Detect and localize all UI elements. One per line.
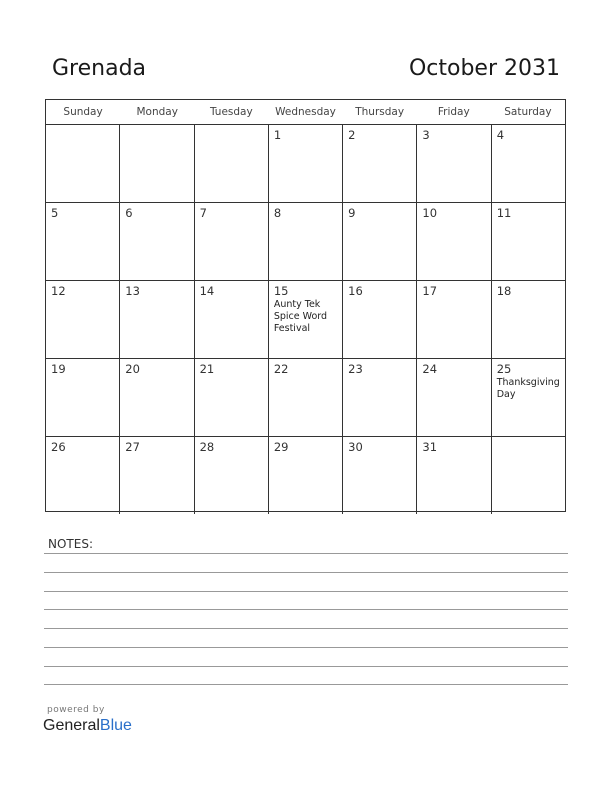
day-cell xyxy=(46,203,120,280)
brand-general: General xyxy=(43,717,100,734)
week-row xyxy=(46,203,565,281)
week-row xyxy=(46,281,565,359)
day-number: 13 xyxy=(125,284,140,298)
note-line xyxy=(44,628,568,629)
day-number: 4 xyxy=(496,128,505,142)
day-cell xyxy=(269,281,343,358)
day-number: 25 xyxy=(496,362,512,376)
day-cell xyxy=(269,203,343,280)
day-cell xyxy=(195,359,269,436)
day-cell xyxy=(120,125,194,202)
day-cell xyxy=(492,281,565,358)
day-cell xyxy=(195,281,269,358)
day-number: 31 xyxy=(422,440,438,454)
holiday-event: Aunty Tek Spice Word Festival xyxy=(273,299,328,334)
note-line xyxy=(44,553,568,554)
day-number: 11 xyxy=(496,206,512,220)
calendar-weeks xyxy=(46,125,565,514)
day-cell xyxy=(343,437,417,514)
note-line xyxy=(44,572,568,573)
day-number: 18 xyxy=(496,284,512,298)
notes-label: NOTES: xyxy=(48,537,93,551)
day-cell xyxy=(492,125,565,202)
day-number: 20 xyxy=(125,362,140,376)
day-cell xyxy=(492,203,565,280)
note-line xyxy=(44,591,568,592)
day-number: 22 xyxy=(273,362,289,376)
weekday-header: Wednesday xyxy=(275,106,336,118)
day-number: 28 xyxy=(199,440,215,454)
month-title: October 2031 xyxy=(408,56,560,81)
day-cell xyxy=(343,359,417,436)
day-cell xyxy=(492,437,565,514)
day-number: 17 xyxy=(422,284,438,298)
day-cell xyxy=(417,281,491,358)
day-cell xyxy=(46,359,120,436)
day-cell xyxy=(343,203,417,280)
day-cell xyxy=(46,437,120,514)
day-cell xyxy=(417,437,491,514)
day-number: 27 xyxy=(125,440,140,454)
weekday-header: Thursday xyxy=(355,106,405,118)
weekday-header: Friday xyxy=(437,106,470,118)
note-line xyxy=(44,609,568,610)
holiday-event: Thanksgiving Day xyxy=(496,377,560,400)
day-number: 7 xyxy=(199,206,207,220)
day-cell xyxy=(195,203,269,280)
day-cell xyxy=(269,359,343,436)
day-number: 12 xyxy=(51,284,66,298)
day-cell xyxy=(343,281,417,358)
day-number: 21 xyxy=(199,362,215,376)
day-cell xyxy=(195,437,269,514)
day-number: 1 xyxy=(273,128,282,142)
week-row xyxy=(46,359,565,437)
day-number: 15 xyxy=(273,284,289,298)
day-cell xyxy=(195,125,269,202)
weekday-header: Sunday xyxy=(63,106,103,118)
day-cell xyxy=(492,359,565,436)
day-cell xyxy=(120,281,194,358)
day-number: 3 xyxy=(422,128,430,142)
day-number: 6 xyxy=(125,206,133,220)
powered-by-text: powered by xyxy=(47,705,105,715)
weekday-header: Saturday xyxy=(504,106,552,118)
day-number: 24 xyxy=(422,362,438,376)
day-number: 19 xyxy=(51,362,66,376)
weekday-header: Tuesday xyxy=(209,106,253,118)
day-cell xyxy=(417,125,491,202)
day-number: 14 xyxy=(199,284,215,298)
day-number: 2 xyxy=(348,128,356,142)
day-number: 5 xyxy=(51,206,59,220)
note-line xyxy=(44,647,568,648)
brand-logo xyxy=(43,717,132,735)
note-line xyxy=(44,684,568,685)
day-number: 16 xyxy=(348,284,363,298)
week-row xyxy=(46,437,565,514)
day-cell xyxy=(120,437,194,514)
day-number: 26 xyxy=(51,440,66,454)
weekday-header: Monday xyxy=(136,106,178,118)
day-number: 10 xyxy=(422,206,438,220)
country-title: Grenada xyxy=(52,56,147,81)
day-cell xyxy=(120,359,194,436)
day-cell xyxy=(343,125,417,202)
day-number: 9 xyxy=(348,206,356,220)
week-row xyxy=(46,125,565,203)
note-line xyxy=(44,666,568,667)
day-number: 29 xyxy=(273,440,289,454)
day-cell xyxy=(417,203,491,280)
day-number: 23 xyxy=(348,362,363,376)
day-cell xyxy=(120,203,194,280)
day-cell xyxy=(269,125,343,202)
weekday-header-row xyxy=(46,100,565,125)
day-cell xyxy=(46,281,120,358)
brand-blue: Blue xyxy=(99,717,132,734)
day-number: 30 xyxy=(348,440,363,454)
day-cell xyxy=(269,437,343,514)
day-cell xyxy=(417,359,491,436)
day-cell xyxy=(46,125,120,202)
calendar-grid xyxy=(45,99,566,512)
day-number: 8 xyxy=(273,206,282,220)
